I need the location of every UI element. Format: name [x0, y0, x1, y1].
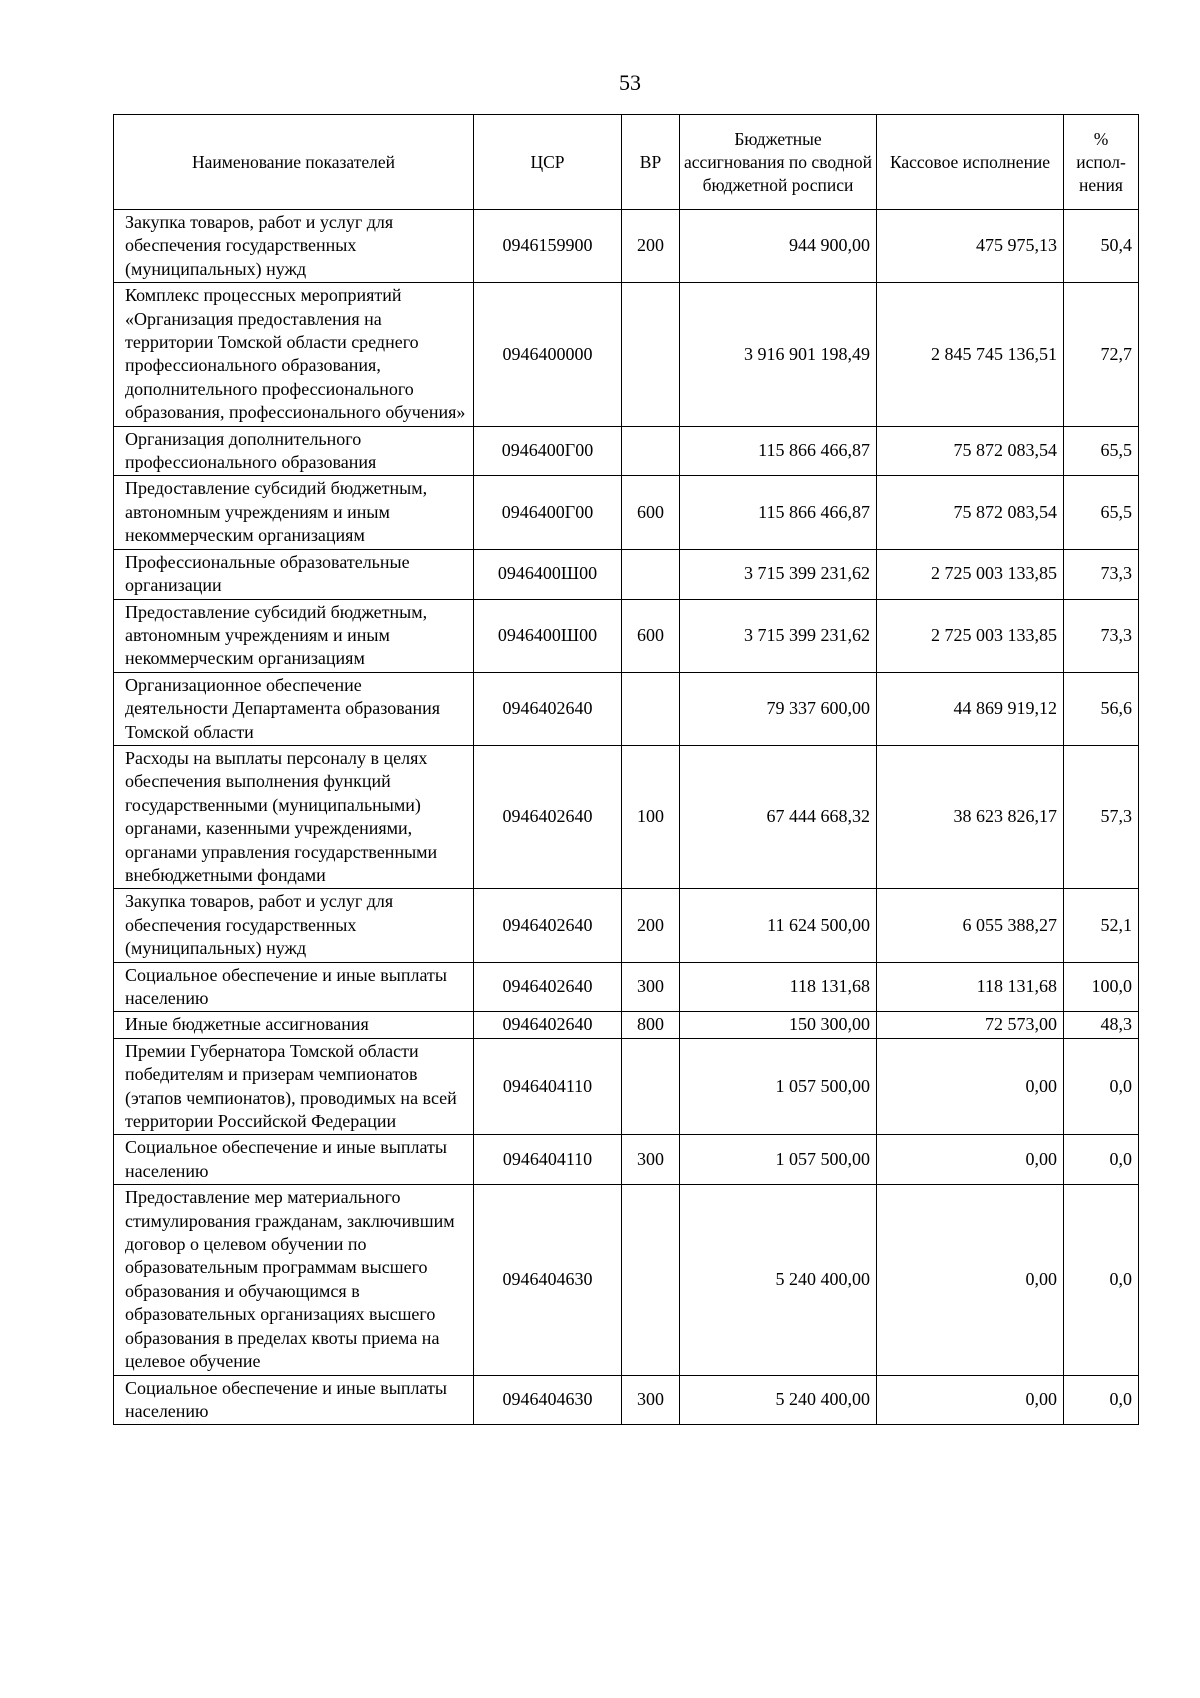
row-name: Организационное обеспечение деятельности Департамента образования Томской области — [114, 672, 474, 745]
row-cash: 2 725 003 133,85 — [877, 549, 1064, 599]
row-csr: 0946402640 — [474, 962, 622, 1012]
row-name: Профессиональные образовательные организации — [114, 549, 474, 599]
row-percent: 65,5 — [1064, 476, 1139, 549]
table-row — [114, 962, 1139, 1012]
row-budget: 11 624 500,00 — [680, 889, 877, 962]
row-percent: 56,6 — [1064, 672, 1139, 745]
row-percent: 0,0 — [1064, 1135, 1139, 1185]
row-csr: 0946400Ш00 — [474, 549, 622, 599]
table-row — [114, 1038, 1139, 1135]
row-vr: 200 — [622, 889, 680, 962]
row-percent: 48,3 — [1064, 1012, 1139, 1038]
row-name: Иные бюджетные ассигнования — [114, 1012, 474, 1038]
row-cash: 6 055 388,27 — [877, 889, 1064, 962]
header-vr: ВР — [622, 115, 680, 210]
row-csr: 0946402640 — [474, 745, 622, 888]
row-cash: 2 725 003 133,85 — [877, 599, 1064, 672]
row-csr: 0946400Ш00 — [474, 599, 622, 672]
row-cash: 0,00 — [877, 1185, 1064, 1375]
row-cash: 0,00 — [877, 1038, 1064, 1135]
row-vr — [622, 283, 680, 426]
table-row — [114, 672, 1139, 745]
row-csr: 0946404110 — [474, 1038, 622, 1135]
row-percent: 0,0 — [1064, 1038, 1139, 1135]
table-row — [114, 1135, 1139, 1185]
row-percent: 65,5 — [1064, 426, 1139, 476]
header-name: Наименование показателей — [114, 115, 474, 210]
row-name: Социальное обеспечение и иные выплаты населению — [114, 1135, 474, 1185]
table-row — [114, 549, 1139, 599]
row-budget: 944 900,00 — [680, 210, 877, 283]
row-vr: 100 — [622, 745, 680, 888]
row-budget: 115 866 466,87 — [680, 426, 877, 476]
row-name: Комплекс процессных мероприятий «Организация предоставления на территории Томской области среднего профессионального образования, дополнительного профессионального образования, профессионального обучения» — [114, 283, 474, 426]
row-percent: 100,0 — [1064, 962, 1139, 1012]
row-name: Закупка товаров, работ и услуг для обеспечения государственных (муниципальных) нужд — [114, 889, 474, 962]
row-budget: 150 300,00 — [680, 1012, 877, 1038]
row-percent: 57,3 — [1064, 745, 1139, 888]
table-row — [114, 1185, 1139, 1375]
row-percent: 0,0 — [1064, 1375, 1139, 1425]
budget-table — [113, 114, 1139, 1425]
table-row — [114, 745, 1139, 888]
row-vr: 300 — [622, 962, 680, 1012]
row-vr: 600 — [622, 476, 680, 549]
row-vr — [622, 1038, 680, 1135]
row-budget: 1 057 500,00 — [680, 1135, 877, 1185]
row-name: Предоставление субсидий бюджетным, автономным учреждениям и иным некоммерческим организациям — [114, 476, 474, 549]
row-csr: 0946159900 — [474, 210, 622, 283]
row-name: Расходы на выплаты персоналу в целях обеспечения выполнения функций государственными (муниципальными) органами, казенными учреждениями, органами управления государственными внебюджетными фондами — [114, 745, 474, 888]
header-csr: ЦСР — [474, 115, 622, 210]
table-row — [114, 210, 1139, 283]
row-percent: 0,0 — [1064, 1185, 1139, 1375]
row-budget: 3 916 901 198,49 — [680, 283, 877, 426]
table-row — [114, 1012, 1139, 1038]
row-name: Социальное обеспечение и иные выплаты населению — [114, 962, 474, 1012]
table-row — [114, 426, 1139, 476]
page-number: 53 — [619, 70, 641, 95]
row-cash: 75 872 083,54 — [877, 476, 1064, 549]
row-percent: 52,1 — [1064, 889, 1139, 962]
row-percent: 73,3 — [1064, 549, 1139, 599]
row-vr — [622, 672, 680, 745]
header-cash: Кассовое исполнение — [877, 115, 1064, 210]
row-budget: 1 057 500,00 — [680, 1038, 877, 1135]
row-csr: 0946404630 — [474, 1185, 622, 1375]
table-row — [114, 476, 1139, 549]
table-row — [114, 889, 1139, 962]
row-cash: 38 623 826,17 — [877, 745, 1064, 888]
row-csr: 0946400Г00 — [474, 426, 622, 476]
row-cash: 118 131,68 — [877, 962, 1064, 1012]
row-budget: 115 866 466,87 — [680, 476, 877, 549]
row-percent: 73,3 — [1064, 599, 1139, 672]
row-name: Предоставление субсидий бюджетным, автономным учреждениям и иным некоммерческим организациям — [114, 599, 474, 672]
row-vr — [622, 426, 680, 476]
table-row — [114, 1375, 1139, 1425]
row-name: Организация дополнительного профессионального образования — [114, 426, 474, 476]
row-budget: 118 131,68 — [680, 962, 877, 1012]
row-percent: 72,7 — [1064, 283, 1139, 426]
row-percent: 50,4 — [1064, 210, 1139, 283]
row-budget: 5 240 400,00 — [680, 1375, 877, 1425]
table-header-row — [114, 115, 1139, 210]
row-csr: 0946400000 — [474, 283, 622, 426]
row-name: Закупка товаров, работ и услуг для обеспечения государственных (муниципальных) нужд — [114, 210, 474, 283]
row-cash: 72 573,00 — [877, 1012, 1064, 1038]
row-csr: 0946404110 — [474, 1135, 622, 1185]
row-vr: 600 — [622, 599, 680, 672]
table-row — [114, 283, 1139, 426]
row-budget: 67 444 668,32 — [680, 745, 877, 888]
row-csr: 0946402640 — [474, 1012, 622, 1038]
header-percent: % испол-нения — [1064, 115, 1139, 210]
row-budget: 79 337 600,00 — [680, 672, 877, 745]
row-cash: 44 869 919,12 — [877, 672, 1064, 745]
row-cash: 75 872 083,54 — [877, 426, 1064, 476]
row-csr: 0946402640 — [474, 889, 622, 962]
row-vr: 200 — [622, 210, 680, 283]
row-csr: 0946404630 — [474, 1375, 622, 1425]
row-vr — [622, 1185, 680, 1375]
row-budget: 5 240 400,00 — [680, 1185, 877, 1375]
row-cash: 0,00 — [877, 1375, 1064, 1425]
row-name: Социальное обеспечение и иные выплаты населению — [114, 1375, 474, 1425]
row-budget: 3 715 399 231,62 — [680, 549, 877, 599]
row-csr: 0946402640 — [474, 672, 622, 745]
row-name: Предоставление мер материального стимулирования гражданам, заключившим договор о целевом обучении по образовательным программам высшего образования и обучающимся в образовательных организациях высшего образования в пределах квоты приема на целевое обучение — [114, 1185, 474, 1375]
row-csr: 0946400Г00 — [474, 476, 622, 549]
row-cash: 475 975,13 — [877, 210, 1064, 283]
row-cash: 2 845 745 136,51 — [877, 283, 1064, 426]
row-cash: 0,00 — [877, 1135, 1064, 1185]
row-vr: 300 — [622, 1135, 680, 1185]
row-budget: 3 715 399 231,62 — [680, 599, 877, 672]
table-row — [114, 599, 1139, 672]
row-vr: 300 — [622, 1375, 680, 1425]
row-vr: 800 — [622, 1012, 680, 1038]
row-vr — [622, 549, 680, 599]
header-budget: Бюджетные ассигнования по сводной бюджетной росписи — [680, 115, 877, 210]
row-name: Премии Губернатора Томской области победителям и призерам чемпионатов (этапов чемпионатов), проводимых на всей территории Российской Федерации — [114, 1038, 474, 1135]
